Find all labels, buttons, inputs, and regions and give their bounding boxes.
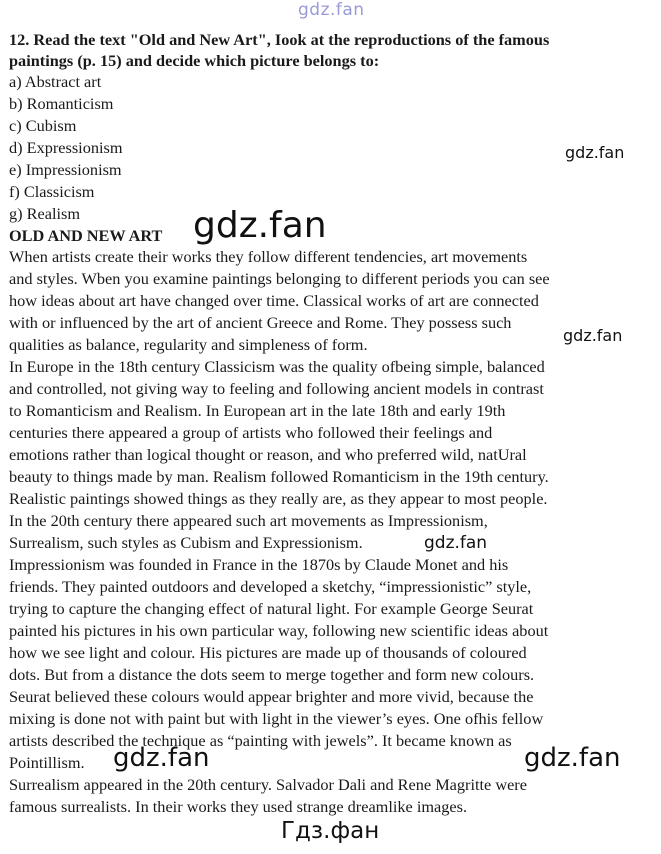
option-cubism: c) Cubism — [9, 116, 77, 135]
watermark-right-1: gdz.fan — [565, 143, 625, 162]
option-abstract-art: a) Abstract art — [9, 72, 102, 91]
option-classicism: f) Classicism — [9, 182, 95, 201]
article-line: Impressionism was founded in France in the 1870s by Claude Monet and his — [9, 555, 509, 574]
article-line: and styles. Wben you examine paintings belonging to different periods you can see — [9, 269, 550, 288]
option-realism: g) Realism — [9, 204, 80, 223]
article-line: how we see light and colour. His pictures are made up of thousands of coloured — [9, 643, 527, 662]
article-line: beauty to things made by man. Realism followed Romanticism in the 19th century. — [9, 467, 549, 486]
option-expressionism: d) Expressionism — [9, 138, 123, 157]
article-line: friends. They painted outdoors and developed a sketchy, “impressionistic” style, — [9, 577, 532, 596]
article-line: famous surrealists. In their works they used strange dreamlike images. — [9, 797, 468, 816]
article-line: and controlled, not giving way to feeling and following ancient models in contrast — [9, 379, 544, 398]
task-heading-line-2: paintings (p. 15) and decide which picture belongs to: — [9, 51, 380, 70]
article-line: trying to capture the changing effect of natural light. For example George Seurat — [9, 599, 534, 618]
article-line: centuries there appeared a group of artists who followed their feelings and — [9, 423, 493, 442]
article-line: In the 20th century there appeared such art movements as Impressionism, — [9, 511, 488, 530]
article-line: Surrealism appeared in the 20th century. Salvador Dali and Rene Magritte were — [9, 775, 527, 794]
article-line: how ideas about art have changed over time. Classical works of art are connected — [9, 291, 539, 310]
watermark-middle: gdz.fan — [424, 533, 488, 553]
article-line: When artists create their works they follow different tendencies, art movements — [9, 247, 528, 266]
option-impressionism: e) Impressionism — [9, 160, 122, 179]
watermark-bottom-left: gdz.fan — [113, 743, 210, 773]
article-line: Surrealism, such styles as Cubism and Expressionism. — [9, 533, 363, 552]
article-line: to Romanticism and Realism. In European art in the late 18th and early 19th — [9, 401, 506, 420]
article-line: Seurat believed these colours would appear brighter and more vivid, because the — [9, 687, 534, 706]
article-line: qualities as balance, regularity and simpleness of form. — [9, 335, 368, 354]
watermark-footer: Гдз.фан — [281, 818, 380, 844]
article-line: Realistic paintings showed things as they really are, as they appear to most people. — [9, 489, 548, 508]
article-line: artists described the technique as “painting with jewels”. It became known as — [9, 731, 512, 750]
watermark-top: gdz.fan — [298, 0, 365, 20]
task-heading-line-1: 12. Read the text "Old and New Art", Iook at the reproductions of the famous — [9, 30, 550, 49]
article-line: In Europe in the 18th century Classicism was the quality ofbeing simple, balanced — [9, 357, 545, 376]
article-line: dots. But from a distance the dots seem to merge together and form new colours. — [9, 665, 535, 684]
watermark-right-2: gdz.fan — [563, 326, 623, 345]
option-romanticism: b) Romanticism — [9, 94, 114, 113]
article-line: painted his pictures in his own particular way, following new scientific ideas about — [9, 621, 549, 640]
watermark-bottom-right: gdz.fan — [524, 743, 621, 773]
article-line: emotions rather than logical thought or reason, and who preferred wild, natUral — [9, 445, 527, 464]
article-line: Pointillism. — [9, 753, 85, 772]
watermark-title-overlay: gdz.fan — [193, 205, 327, 246]
article-line: mixing is done not with paint but with light in the viewer’s eyes. One ofhis fellow — [9, 709, 544, 728]
article-title: OLD AND NEW ART — [9, 226, 163, 245]
article-line: with or influenced by the art of ancient Greece and Rome. They possess such — [9, 313, 512, 332]
